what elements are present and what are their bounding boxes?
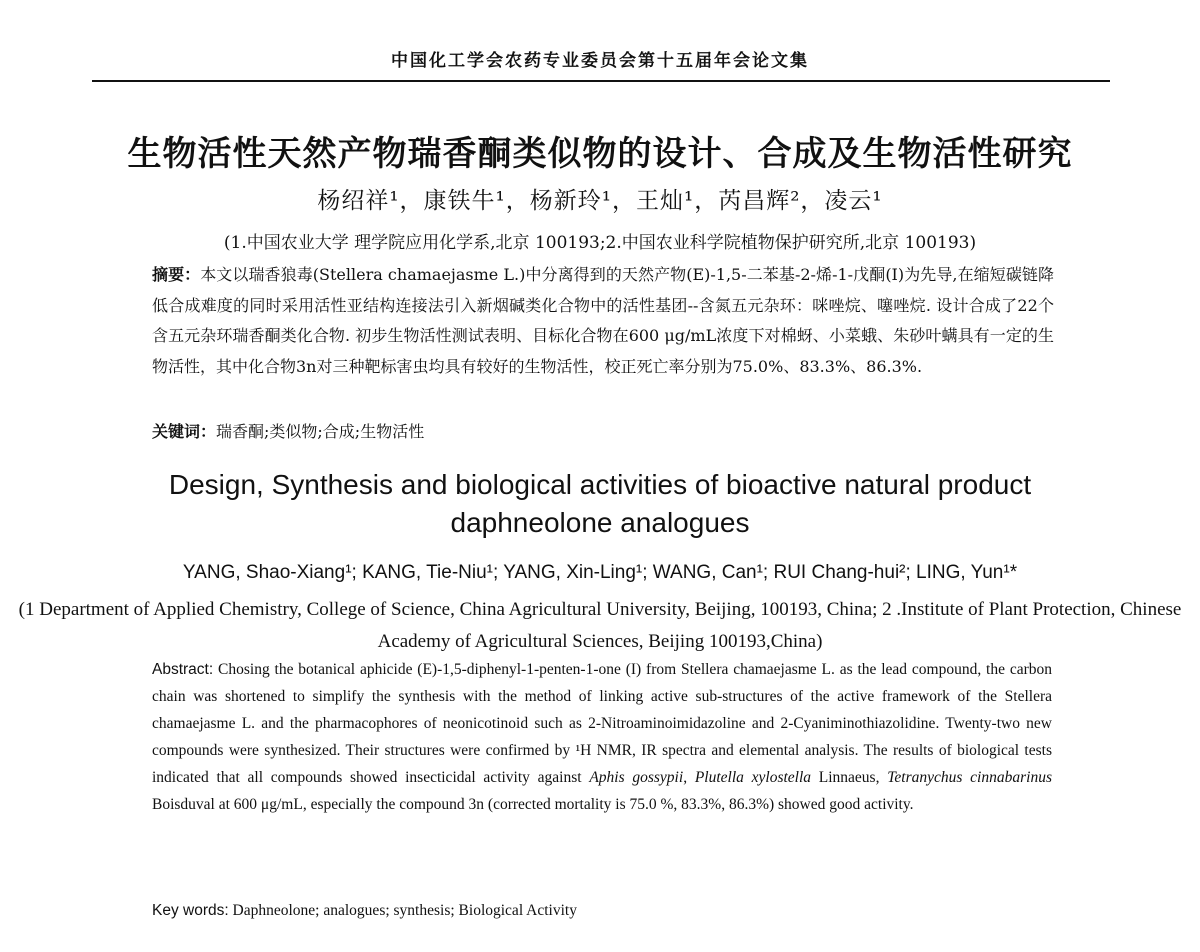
english-keywords xyxy=(152,902,1052,920)
english-abstract-label: Abstract: xyxy=(152,661,214,678)
english-abstract xyxy=(152,656,1052,818)
running-header: 中国化工学会农药专业委员会第十五届年会论文集 xyxy=(391,51,809,71)
chinese-title: 生物活性天然产物瑞香酮类似物的设计、合成及生物活性研究 xyxy=(127,134,1073,174)
chinese-abstract-label: 摘要： xyxy=(152,265,201,284)
chinese-abstract-text: 本文以瑞香狼毒(Stellera chamaejasme L.)中分离得到的天然产物(E)-1,5-二苯基-2-烯-1-戊酮(I)为先导,在缩短碳链降低合成难度的同时采用活性亚结构连接法引入新烟碱类化合物中的活性基团--含氮五元杂环：咪唑烷、噻唑烷. 设计合成了22个含五元杂环瑞香酮类化合物. 初步生物活性测试表明、目标化合物在600 μg/mL浓度下对棉蚜、小菜蛾、朱砂叶螨具有一定的生物活性，其中化合物3n对三种靶标害虫均具有较好的生物活性，校正死亡率分别为75.0%、83.3%、86.3%. xyxy=(152,265,1054,376)
english-keywords-label: Key words: xyxy=(152,902,229,919)
chinese-authors: 杨绍祥¹，康铁牛¹，杨新玲¹，王灿¹，芮昌辉²，凌云¹ xyxy=(317,188,883,214)
header-rule xyxy=(92,80,1110,82)
english-abstract-part1: Chosing the botanical aphicide (E)-1,5-diphenyl-1-penten-1-one (I) from Stellera chamaejasme L. as the lead compound, the carbon chain was shortened to simplify the synthesis with the method of linking active sub-structures of the active framework of the Stellera chamaejasme L. and the pharmacophores of neonicotinoid such as 2-Nitroaminoimidazoline and 2-Cyaniminothiazolidine. Twenty-two new compounds were synthesized. Their structures were confirmed by ¹H NMR, IR spectra and elemental analysis. The results of biological tests indicated that all compounds showed insecticidal activity against xyxy=(152,661,1052,786)
english-keywords-text: Daphneolone; analogues; synthesis; Biological Activity xyxy=(228,902,577,919)
species-plutella: Plutella xylostella xyxy=(694,769,812,786)
english-abstract-sep1: , xyxy=(683,769,695,786)
chinese-affiliation: (1.中国农业大学 理学院应用化学系,北京 100193;2.中国农业科学院植物保护研究所,北京 100193) xyxy=(223,233,977,253)
english-abstract-part2: Linnaeus, xyxy=(811,769,888,786)
species-tetranychus: Tetranychus cinnabarinus xyxy=(887,769,1052,786)
english-title: Design, Synthesis and biological activities of bioactive natural product daphneolone analogues xyxy=(168,469,1032,538)
chinese-keywords xyxy=(152,420,1054,444)
english-abstract-part3: Boisduval at 600 μg/mL, especially the compound 3n (corrected mortality is 75.0 %, 83.3%, 86.3%) showed good activity. xyxy=(152,796,914,813)
chinese-keywords-label: 关键词： xyxy=(152,422,217,441)
english-authors: YANG, Shao-Xiang¹; KANG, Tie-Niu¹; YANG, Xin-Ling¹; WANG, Can¹; RUI Chang-hui²; LING, Yun¹* xyxy=(182,562,1018,583)
chinese-keywords-text: 瑞香酮;类似物;合成;生物活性 xyxy=(216,422,425,441)
chinese-abstract xyxy=(152,260,1054,382)
english-affiliation: (1 Department of Applied Chemistry, College of Science, China Agricultural University, Beijing, 100193, China; 2 .Institute of Plant Protection, Chinese Academy of Agricultural Sciences, Beijing 100193,China) xyxy=(18,599,1182,652)
species-aphis: Aphis gossypii xyxy=(589,769,684,786)
